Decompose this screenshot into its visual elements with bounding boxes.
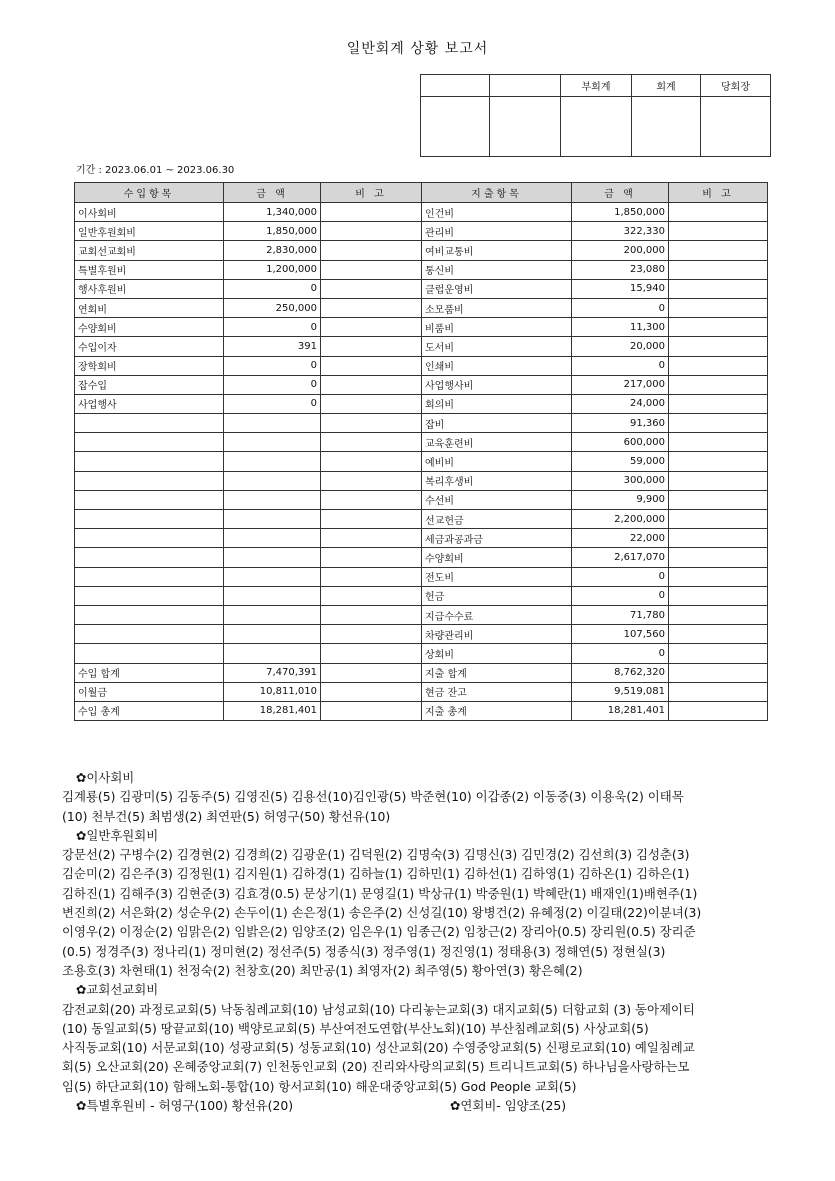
header-expense-amount: 금 액	[572, 183, 669, 203]
income-note-cell	[321, 567, 422, 586]
income-amount-cell: 18,281,401	[224, 701, 321, 720]
income-amount-cell: 0	[224, 318, 321, 337]
expense-note-cell	[669, 318, 768, 337]
table-row	[75, 663, 768, 682]
expense-amount-cell: 300,000	[572, 471, 669, 490]
table-row	[75, 203, 768, 222]
expense-item-cell: 차량관리비	[422, 625, 572, 644]
income-note-cell	[321, 682, 422, 701]
expense-amount-cell: 9,900	[572, 490, 669, 509]
table-row	[75, 567, 768, 586]
income-note-cell	[321, 548, 422, 567]
expense-note-cell	[669, 471, 768, 490]
expense-amount-cell: 0	[572, 586, 669, 605]
income-note-cell	[321, 605, 422, 624]
income-item-cell: 수입이자	[75, 337, 224, 356]
table-row	[75, 510, 768, 529]
income-amount-cell	[224, 452, 321, 471]
income-note-cell	[321, 375, 422, 394]
approval-label: 회계	[632, 75, 701, 97]
header-income-note: 비 고	[321, 183, 422, 203]
expense-amount-cell: 23,080	[572, 260, 669, 279]
income-note-cell	[321, 356, 422, 375]
expense-note-cell	[669, 279, 768, 298]
expense-note-cell	[669, 260, 768, 279]
table-row	[75, 548, 768, 567]
income-amount-cell: 10,811,010	[224, 682, 321, 701]
income-amount-cell	[224, 490, 321, 509]
income-amount-cell: 0	[224, 375, 321, 394]
income-item-cell: 이월금	[75, 682, 224, 701]
expense-note-cell	[669, 567, 768, 586]
income-amount-cell: 0	[224, 394, 321, 413]
income-note-cell	[321, 490, 422, 509]
table-row	[75, 298, 768, 317]
income-note-cell	[321, 663, 422, 682]
signature-cell	[701, 97, 771, 157]
expense-item-cell: 교육훈련비	[422, 433, 572, 452]
expense-note-cell	[669, 375, 768, 394]
table-row	[75, 394, 768, 413]
expense-amount-cell: 11,300	[572, 318, 669, 337]
income-amount-cell: 1,850,000	[224, 222, 321, 241]
expense-amount-cell: 20,000	[572, 337, 669, 356]
expense-item-cell: 지출 총계	[422, 701, 572, 720]
expense-note-cell	[669, 433, 768, 452]
expense-item-cell: 클럽운영비	[422, 279, 572, 298]
income-item-cell: 일반후원회비	[75, 222, 224, 241]
income-item-cell: 이사회비	[75, 203, 224, 222]
income-item-cell: 행사후원비	[75, 279, 224, 298]
note-line: (10) 천부건(5) 최범생(2) 최연판(5) 허영구(50) 황선유(10)	[62, 808, 391, 824]
income-item-cell: 교회선교회비	[75, 241, 224, 260]
income-note-cell	[321, 318, 422, 337]
header-income-item: 수입항목	[75, 183, 224, 203]
table-row	[75, 586, 768, 605]
expense-amount-cell: 200,000	[572, 241, 669, 260]
approval-label: 부회계	[561, 75, 632, 97]
table-row	[75, 471, 768, 490]
expense-amount-cell: 59,000	[572, 452, 669, 471]
expense-note-cell	[669, 682, 768, 701]
income-note-cell	[321, 222, 422, 241]
income-amount-cell	[224, 529, 321, 548]
note-line: 사직동교회(10) 서문교회(10) 성광교회(5) 성동교회(10) 성산교회(20) 수영중앙교회(5) 신평로교회(10) 예일침례교	[62, 1040, 695, 1056]
note-line: 강문선(2) 구병수(2) 김경현(2) 김경희(2) 김광운(1) 김덕원(2) 김명숙(3) 김명신(3) 김민경(2) 김선희(3) 김성춘(3)	[62, 847, 690, 863]
note-line: 회(5) 오산교회(20) 온혜중앙교회(7) 인천동인교회 (20) 진리와사랑의교회(5) 트리니트교회(5) 하나님을사랑하는모	[62, 1059, 690, 1075]
signature-cell	[632, 97, 701, 157]
income-note-cell	[321, 644, 422, 663]
account-table	[74, 182, 768, 721]
expense-note-cell	[669, 337, 768, 356]
expense-amount-cell: 24,000	[572, 394, 669, 413]
section-heading: ✿교회선교회비	[76, 982, 159, 998]
income-note-cell	[321, 586, 422, 605]
expense-amount-cell: 71,780	[572, 605, 669, 624]
special-donation: ✿특별후원비 - 허영구(100) 황선유(20)	[76, 1098, 294, 1114]
expense-note-cell	[669, 222, 768, 241]
expense-note-cell	[669, 605, 768, 624]
header-expense-item: 지출항목	[422, 183, 572, 203]
expense-item-cell: 세금과공과금	[422, 529, 572, 548]
income-item-cell	[75, 548, 224, 567]
table-row	[75, 605, 768, 624]
income-amount-cell: 0	[224, 279, 321, 298]
expense-amount-cell: 107,560	[572, 625, 669, 644]
income-note-cell	[321, 298, 422, 317]
expense-item-cell: 지출 합계	[422, 663, 572, 682]
expense-amount-cell: 18,281,401	[572, 701, 669, 720]
table-row	[75, 452, 768, 471]
expense-note-cell	[669, 490, 768, 509]
expense-amount-cell: 600,000	[572, 433, 669, 452]
income-item-cell	[75, 529, 224, 548]
table-row	[75, 529, 768, 548]
expense-amount-cell: 0	[572, 567, 669, 586]
expense-amount-cell: 0	[572, 298, 669, 317]
header-income-amount: 금 액	[224, 183, 321, 203]
income-amount-cell	[224, 644, 321, 663]
expense-note-cell	[669, 394, 768, 413]
expense-item-cell: 인쇄비	[422, 356, 572, 375]
expense-item-cell: 선교헌금	[422, 510, 572, 529]
income-amount-cell	[224, 471, 321, 490]
table-row	[75, 318, 768, 337]
expense-item-cell: 여비교통비	[422, 241, 572, 260]
income-amount-cell	[224, 433, 321, 452]
expense-item-cell: 인건비	[422, 203, 572, 222]
expense-item-cell: 회의비	[422, 394, 572, 413]
expense-note-cell	[669, 529, 768, 548]
expense-item-cell: 통신비	[422, 260, 572, 279]
table-row	[75, 625, 768, 644]
income-amount-cell	[224, 548, 321, 567]
income-note-cell	[321, 414, 422, 433]
table-row	[75, 241, 768, 260]
signature-cell	[561, 97, 632, 157]
income-note-cell	[321, 241, 422, 260]
expense-item-cell: 지급수수료	[422, 605, 572, 624]
expense-note-cell	[669, 548, 768, 567]
income-amount-cell: 2,830,000	[224, 241, 321, 260]
expense-item-cell: 관리비	[422, 222, 572, 241]
expense-note-cell	[669, 586, 768, 605]
final-line	[62, 1096, 782, 1115]
expense-amount-cell: 322,330	[572, 222, 669, 241]
expense-note-cell	[669, 298, 768, 317]
income-note-cell	[321, 452, 422, 471]
income-note-cell	[321, 203, 422, 222]
table-row	[75, 260, 768, 279]
approval-box	[420, 74, 771, 157]
income-item-cell	[75, 510, 224, 529]
income-item-cell: 사업행사	[75, 394, 224, 413]
note-line: 감전교회(20) 과정로교회(5) 낙동침례교회(10) 남성교회(10) 다리놓는교회(3) 대지교회(5) 더함교회 (3) 동아제이티	[62, 1001, 695, 1017]
income-item-cell: 수양회비	[75, 318, 224, 337]
income-item-cell: 연회비	[75, 298, 224, 317]
table-row	[75, 644, 768, 663]
income-item-cell	[75, 490, 224, 509]
table-row	[75, 682, 768, 701]
income-item-cell	[75, 414, 224, 433]
expense-item-cell: 헌금	[422, 586, 572, 605]
expense-note-cell	[669, 510, 768, 529]
approval-label: 당회장	[701, 75, 771, 97]
income-item-cell: 특별후원비	[75, 260, 224, 279]
income-amount-cell: 1,340,000	[224, 203, 321, 222]
signature-cell	[421, 97, 490, 157]
income-item-cell	[75, 471, 224, 490]
expense-item-cell: 복리후생비	[422, 471, 572, 490]
income-note-cell	[321, 394, 422, 413]
income-note-cell	[321, 471, 422, 490]
section-heading: ✿이사회비	[76, 770, 135, 785]
note-line: 김계룡(5) 김광미(5) 김동주(5) 김영진(5) 김용선(10)김인광(5) 박준현(10) 이갑종(2) 이동중(3) 이용욱(2) 이태목	[62, 789, 684, 805]
table-row	[75, 433, 768, 452]
table-row	[75, 279, 768, 298]
income-note-cell	[321, 337, 422, 356]
expense-note-cell	[669, 203, 768, 222]
note-line: 김순미(2) 김은주(3) 김정원(1) 김지원(1) 김하경(1) 김하늘(1) 김하민(1) 김하선(1) 김하영(1) 김하온(1) 김하은(1)	[62, 866, 690, 882]
header-expense-note: 비 고	[669, 183, 768, 203]
expense-amount-cell: 0	[572, 356, 669, 375]
table-row	[75, 701, 768, 720]
expense-note-cell	[669, 414, 768, 433]
income-amount-cell	[224, 567, 321, 586]
expense-amount-cell: 2,617,070	[572, 548, 669, 567]
income-amount-cell: 250,000	[224, 298, 321, 317]
expense-amount-cell: 0	[572, 644, 669, 663]
table-row	[75, 337, 768, 356]
table-row	[75, 414, 768, 433]
income-amount-cell: 0	[224, 356, 321, 375]
income-note-cell	[321, 701, 422, 720]
expense-item-cell: 비품비	[422, 318, 572, 337]
expense-amount-cell: 22,000	[572, 529, 669, 548]
expense-item-cell: 도서비	[422, 337, 572, 356]
table-row	[75, 222, 768, 241]
signature-cell	[490, 97, 561, 157]
income-note-cell	[321, 529, 422, 548]
note-line: 이영우(2) 이정순(2) 임맑은(2) 임밝은(2) 임양조(2) 임은우(1) 임종근(2) 임창근(2) 장리아(0.5) 장리원(0.5) 장리준	[62, 924, 696, 940]
income-amount-cell	[224, 625, 321, 644]
income-item-cell	[75, 605, 224, 624]
expense-item-cell: 잡비	[422, 414, 572, 433]
income-note-cell	[321, 279, 422, 298]
note-line: 조용호(3) 차현태(1) 천정숙(2) 천창호(20) 최만공(1) 최영자(2) 최주영(5) 황아연(3) 황은혜(2)	[62, 962, 583, 978]
expense-note-cell	[669, 452, 768, 471]
income-note-cell	[321, 510, 422, 529]
income-item-cell	[75, 433, 224, 452]
expense-amount-cell: 217,000	[572, 375, 669, 394]
expense-item-cell: 예비비	[422, 452, 572, 471]
expense-note-cell	[669, 356, 768, 375]
note-line: 변진희(2) 서은화(2) 성순우(2) 손두이(1) 손은정(1) 송은주(2) 신성길(10) 왕병건(2) 유혜정(2) 이길태(22)이분녀(3)	[62, 905, 702, 921]
section-heading: ✿일반후원회비	[76, 827, 159, 843]
income-amount-cell	[224, 586, 321, 605]
income-item-cell	[75, 625, 224, 644]
income-item-cell	[75, 644, 224, 663]
income-amount-cell	[224, 605, 321, 624]
income-amount-cell: 1,200,000	[224, 260, 321, 279]
income-amount-cell: 391	[224, 337, 321, 356]
report-period: 기간 : 2023.06.01 ~ 2023.06.30	[76, 165, 235, 176]
income-note-cell	[321, 260, 422, 279]
expense-item-cell: 수선비	[422, 490, 572, 509]
expense-item-cell: 상회비	[422, 644, 572, 663]
note-line: (0.5) 정경주(3) 정나리(1) 정미현(2) 정선주(5) 정종식(3) 정주영(1) 정진영(1) 정태용(3) 정해연(5) 정현실(3)	[62, 943, 666, 959]
note-line: 김하진(1) 김해주(3) 김현준(3) 김효경(0.5) 문상기(1) 문영길(1) 박상규(1) 박중원(1) 박혜란(1) 배재인(1)배현주(1)	[62, 885, 698, 901]
income-note-cell	[321, 433, 422, 452]
table-row	[75, 490, 768, 509]
income-item-cell: 장학회비	[75, 356, 224, 375]
expense-amount-cell: 15,940	[572, 279, 669, 298]
report-title: 일반회계 상황 보고서	[346, 41, 489, 57]
annual-fee: ✿연회비- 임양조(25)	[450, 1098, 567, 1114]
income-note-cell	[321, 625, 422, 644]
income-item-cell: 잡수입	[75, 375, 224, 394]
income-amount-cell	[224, 414, 321, 433]
donor-notes	[62, 768, 782, 1115]
expense-note-cell	[669, 625, 768, 644]
expense-amount-cell: 9,519,081	[572, 682, 669, 701]
income-item-cell	[75, 586, 224, 605]
expense-amount-cell: 91,360	[572, 414, 669, 433]
income-item-cell: 수입 총계	[75, 701, 224, 720]
income-item-cell	[75, 452, 224, 471]
expense-item-cell: 현금 잔고	[422, 682, 572, 701]
expense-note-cell	[669, 241, 768, 260]
expense-note-cell	[669, 663, 768, 682]
expense-amount-cell: 1,850,000	[572, 203, 669, 222]
expense-item-cell: 전도비	[422, 567, 572, 586]
expense-item-cell: 소모품비	[422, 298, 572, 317]
table-row	[75, 375, 768, 394]
note-line: 임(5) 하단교회(10) 함해노회-통합(10) 항서교회(10) 해운대중앙교회(5) God People 교회(5)	[62, 1078, 577, 1094]
expense-item-cell: 사업행사비	[422, 375, 572, 394]
expense-note-cell	[669, 701, 768, 720]
expense-note-cell	[669, 644, 768, 663]
income-item-cell	[75, 567, 224, 586]
income-amount-cell	[224, 510, 321, 529]
income-amount-cell: 7,470,391	[224, 663, 321, 682]
table-row	[75, 356, 768, 375]
income-item-cell: 수입 합계	[75, 663, 224, 682]
expense-item-cell: 수양회비	[422, 548, 572, 567]
expense-amount-cell: 2,200,000	[572, 510, 669, 529]
note-line: (10) 동일교회(5) 땅끝교회(10) 백양로교회(5) 부산여전도연합(부산노회)(10) 부산침례교회(5) 사상교회(5)	[62, 1020, 649, 1036]
expense-amount-cell: 8,762,320	[572, 663, 669, 682]
